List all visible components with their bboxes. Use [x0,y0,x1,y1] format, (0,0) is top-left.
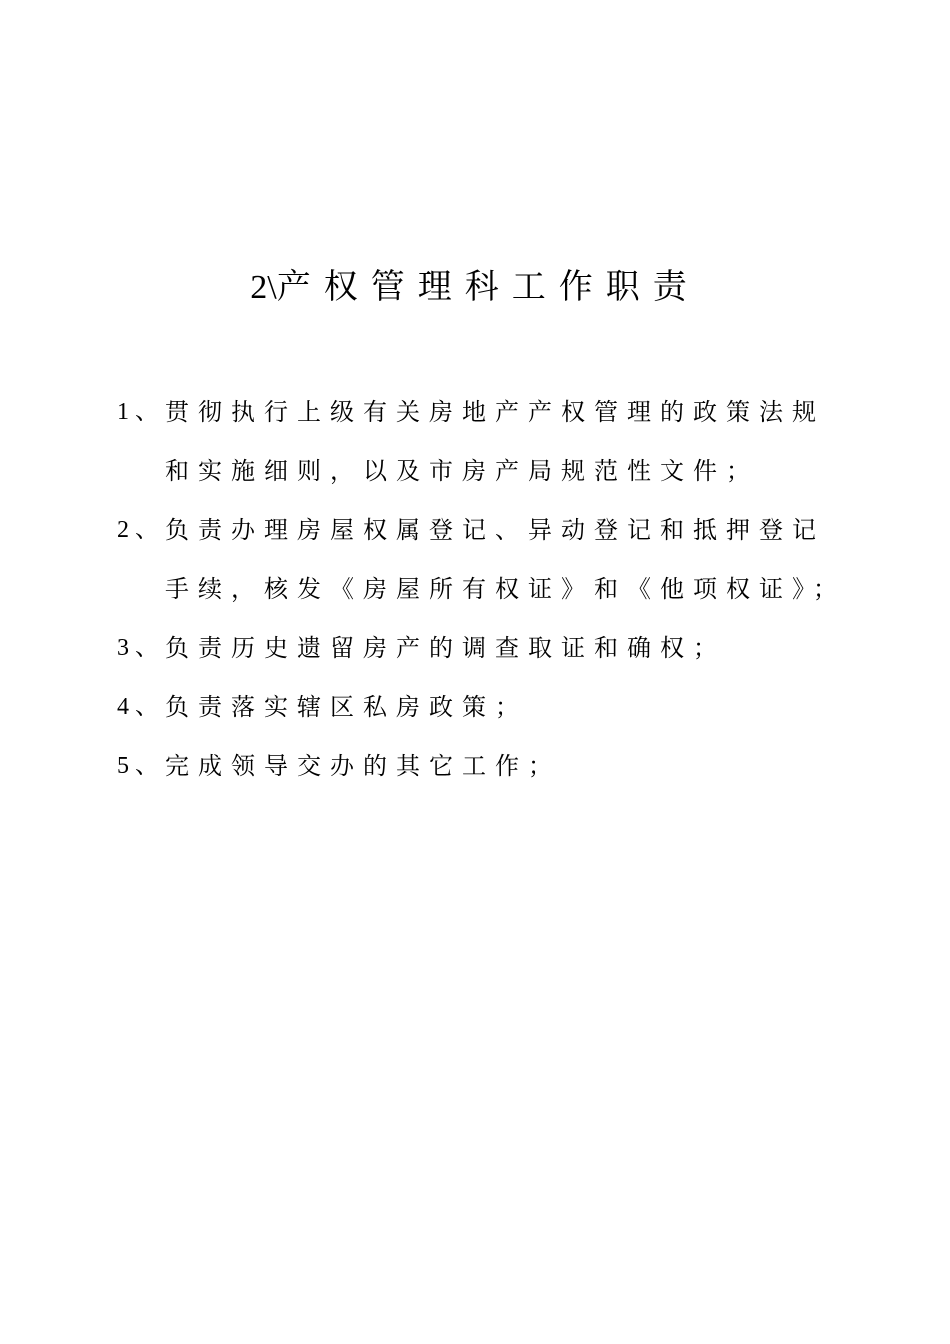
item-text-line: 负责历史遗留房产的调查取证和确权； [165,634,726,662]
duty-list [117,383,847,796]
item-number: 5、 [117,753,165,779]
list-item [117,737,847,796]
item-number: 4、 [117,694,165,720]
item-number: 3、 [117,635,165,661]
item-text-line: 和实施细则，以及市房产局规范性文件； [165,457,759,485]
item-number: 2、 [117,517,165,543]
item-text-line: 完成领导交办的其它工作； [165,752,561,780]
list-item [117,501,847,619]
list-item [117,383,847,501]
page-title [0,262,950,313]
list-item [117,678,847,737]
item-text-line: 手续，核发《房屋所有权证》和《他项权证》； [165,575,846,603]
item-text-line: 负责办理房屋权属登记、异动登记和抵押登记 [165,516,825,544]
title-prefix: 2\ [250,269,277,306]
list-item [117,619,847,678]
title-text: 产权管理科工作职责 [276,267,700,307]
item-text-line: 贯彻执行上级有关房地产产权管理的政策法规 [165,398,825,426]
item-number: 1、 [117,399,165,425]
item-text-line: 负责落实辖区私房政策； [165,693,528,721]
